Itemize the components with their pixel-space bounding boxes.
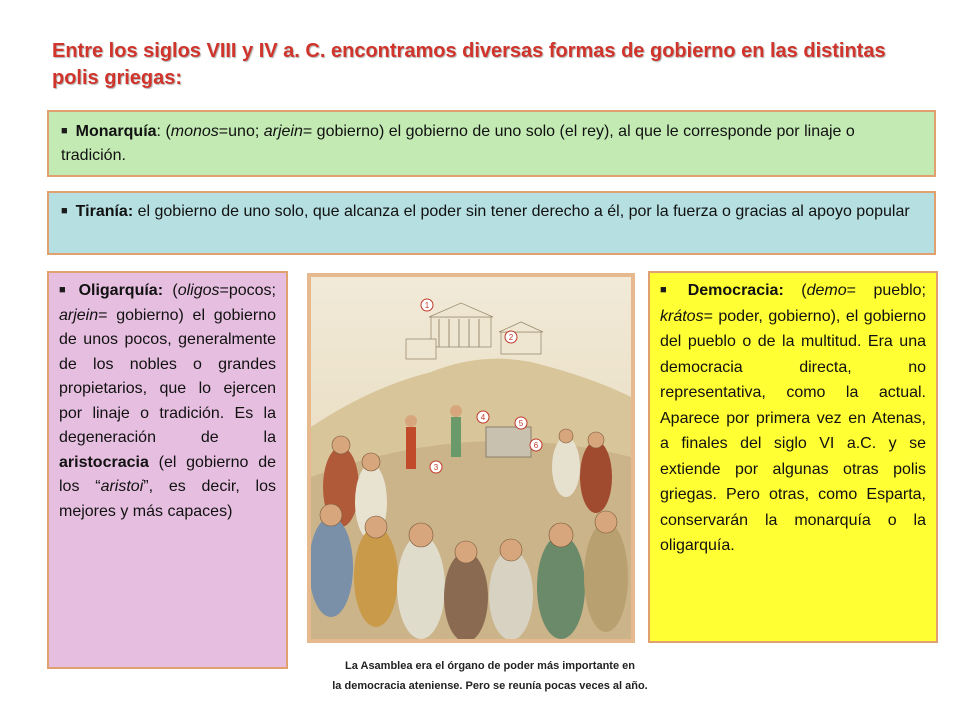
caption-line-2: la democracia ateniense. Pero se reunía pocas veces al año. [332, 680, 648, 692]
monarquia-term: Monarquía [75, 123, 157, 140]
assembly-scene [311, 277, 631, 639]
marker-label: 1 [424, 301, 430, 310]
marker-label: 2 [508, 333, 514, 342]
marker-label: 4 [480, 413, 486, 422]
marker-label: 5 [518, 419, 524, 428]
oligarquia-etymology: arjein [59, 306, 99, 324]
democracia-term: Democracia: [687, 282, 784, 299]
oligarquia-box [47, 271, 288, 669]
oligarquia-text: (el gobierno de los “ [59, 453, 276, 495]
democracia-box [648, 271, 938, 643]
image-caption [290, 656, 690, 696]
bullet-icon: ■ [61, 205, 68, 217]
democracia-text: = pueblo; [846, 282, 926, 299]
bullet-icon: ■ [660, 284, 680, 296]
marker-label: 6 [533, 441, 539, 450]
tirania-term: Tiranía: [75, 203, 134, 220]
democracia-etymology: krátos [660, 307, 704, 325]
oligarquia-term: Oligarquía: [78, 282, 164, 299]
bullet-icon: ■ [61, 125, 68, 137]
tirania-box [47, 191, 936, 255]
democracia-text: = poder, gobierno), el gobierno del pueblo o de la multitud. Era una democracia directa, no representativa, como la actual. Aparece por primera vez en Atenas, a finales del siglo VI a.C. y se extiende por algunas otras polis griegas. Pero otras, como Esparta, conservarán la monarquía o la oligarquía. [660, 307, 926, 554]
oligarquia-text: = gobierno) el gobierno de unos pocos, generalmente de los nobles o grandes propietarios, que lo ejercen por linaje o tradición. Es la degeneración de la [59, 306, 276, 446]
monarquia-box [47, 110, 936, 177]
oligarquia-text: ( [163, 282, 178, 299]
aristoi-term: aristoi [100, 478, 144, 495]
aristocracia-term: aristocracia [59, 453, 149, 471]
oligarquia-etymology: oligos [177, 282, 220, 299]
caption-line-1: La Asamblea era el órgano de poder más importante en [345, 660, 635, 672]
monarquia-text: = gobierno) el gobierno de uno solo (el rey), al que le corresponde por linaje o tradición. [61, 123, 855, 164]
monarquia-text: : ( [156, 123, 171, 140]
monarquia-etymology: arjein [263, 123, 303, 140]
oligarquia-text: ”, es decir, los mejores y más capaces) [59, 478, 276, 520]
assembly-illustration [307, 273, 635, 643]
marker-label: 3 [433, 463, 439, 472]
page-title: Entre los siglos VIII y IV a. C. encontramos diversas formas de gobierno en las distintas polis griegas: [52, 40, 886, 89]
democracia-text: ( [783, 282, 807, 299]
monarquia-etymology: monos [170, 123, 219, 140]
bullet-icon: ■ [59, 284, 71, 296]
oligarquia-text: =pocos; [219, 282, 276, 299]
tirania-text: el gobierno de uno solo, que alcanza el poder sin tener derecho a él, por la fuerza o gracias al apoyo popular [133, 203, 910, 220]
democracia-etymology: demo [806, 282, 847, 299]
monarquia-text: =uno; [218, 123, 264, 140]
